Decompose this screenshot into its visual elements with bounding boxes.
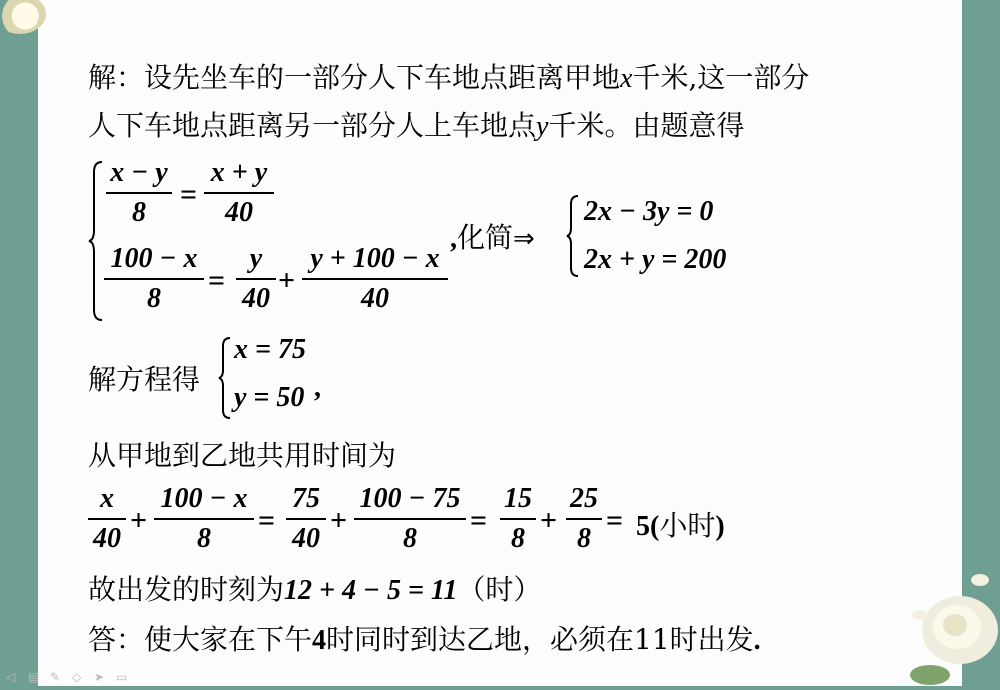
fraction [354, 482, 466, 556]
fraction [566, 482, 602, 556]
equals-sign: = [208, 264, 226, 297]
left-brace-icon [566, 194, 580, 278]
variable-x: x [620, 63, 633, 94]
plus-sign: + [540, 504, 558, 537]
time-result [636, 504, 725, 544]
numerator: 15 [504, 483, 532, 514]
denominator: 40 [361, 283, 389, 314]
numerator: 75 [292, 483, 320, 514]
denominator: 8 [511, 523, 525, 554]
answer-line [88, 618, 761, 658]
solution-text: 这一部分 [697, 61, 810, 94]
departure-line [88, 568, 541, 608]
simplified-equation-1: 2x − 3y = 0 [584, 196, 714, 227]
simplified-equation-2: 2x + y = 200 [584, 244, 727, 275]
plus-sign: + [330, 504, 348, 537]
result-x: x = 75 [234, 334, 306, 365]
fraction [500, 482, 536, 556]
pointer-icon[interactable]: ➤ [94, 670, 105, 684]
numerator: x [100, 483, 114, 514]
denominator: 40 [292, 523, 320, 554]
departure-expression: 12 + 4 − 5 = 11 [284, 575, 458, 606]
pen-icon[interactable]: ✎ [50, 670, 61, 684]
menu-icon[interactable]: ▭ [116, 670, 128, 684]
denominator: 8 [197, 523, 211, 554]
denominator: 8 [147, 283, 161, 314]
total-time-label: 从甲地到乙地共用时间为 [88, 439, 397, 472]
fraction [236, 242, 276, 316]
close-paren: ) [715, 511, 725, 542]
plus-sign: + [278, 264, 296, 297]
numerator: x − y [110, 157, 168, 188]
result-y: y = 50 [234, 382, 305, 413]
numerator: 100 − x [160, 483, 248, 514]
answer-text: 时同时到达乙地，必须在11时出发 [326, 623, 754, 656]
solution-text: 千米。由题意得 [548, 109, 745, 142]
rose-decoration-icon [905, 555, 1000, 690]
time-unit: 小时 [659, 509, 716, 542]
denominator: 8 [132, 197, 146, 228]
period: . [753, 625, 761, 656]
numerator: 25 [570, 483, 598, 514]
comma: , [314, 372, 321, 403]
equals-sign: = [470, 504, 488, 537]
slide-icon[interactable]: ▤ [28, 670, 40, 684]
numerator: y + 100 − x [310, 243, 440, 274]
equals-sign: = [258, 504, 276, 537]
equals-sign: = [180, 178, 198, 211]
fraction [286, 482, 326, 556]
departure-unit: （时） [457, 573, 542, 606]
denominator: 40 [242, 283, 270, 314]
left-brace-icon [218, 336, 232, 420]
solution-line-1 [88, 56, 809, 96]
time-result-value: 5( [636, 511, 660, 542]
numerator: y [249, 243, 263, 274]
departure-text: 故出发的时刻为 [88, 573, 285, 606]
left-brace-icon [88, 160, 104, 322]
solution-line-2 [88, 104, 744, 144]
solution-text: 人下车地点距离另一部分人上车地点 [88, 109, 537, 142]
variable-y: y [536, 111, 549, 142]
numerator: 100 − x [110, 243, 198, 274]
fraction [204, 156, 274, 230]
simplify-label [450, 216, 535, 256]
comma: , [450, 223, 457, 254]
result-label: 解方程得 [88, 363, 201, 396]
arrow-icon[interactable]: ◁ [6, 670, 16, 684]
slide-toolbar [0, 666, 200, 686]
numerator: 100 − 75 [359, 483, 461, 514]
answer-number: 4 [312, 625, 327, 656]
fraction [88, 482, 126, 556]
answer-text: 答：使大家在下午 [88, 623, 313, 656]
fraction [104, 242, 204, 316]
implies-arrow-icon: ⇒ [513, 224, 535, 254]
denominator: 40 [225, 197, 253, 228]
fraction [302, 242, 448, 316]
fraction [154, 482, 254, 556]
solution-text: 千米, [632, 61, 698, 94]
solution-text: 解：设先坐车的一部分人下车地点距离甲地 [88, 61, 621, 94]
eraser-icon[interactable]: ◇ [72, 670, 82, 684]
simplify-text: 化简 [457, 221, 514, 254]
equals-sign: = [606, 504, 624, 537]
denominator: 8 [577, 523, 591, 554]
denominator: 40 [93, 523, 121, 554]
plus-sign: + [130, 504, 148, 537]
fraction [106, 156, 172, 230]
denominator: 8 [403, 523, 417, 554]
numerator: x + y [210, 157, 268, 188]
